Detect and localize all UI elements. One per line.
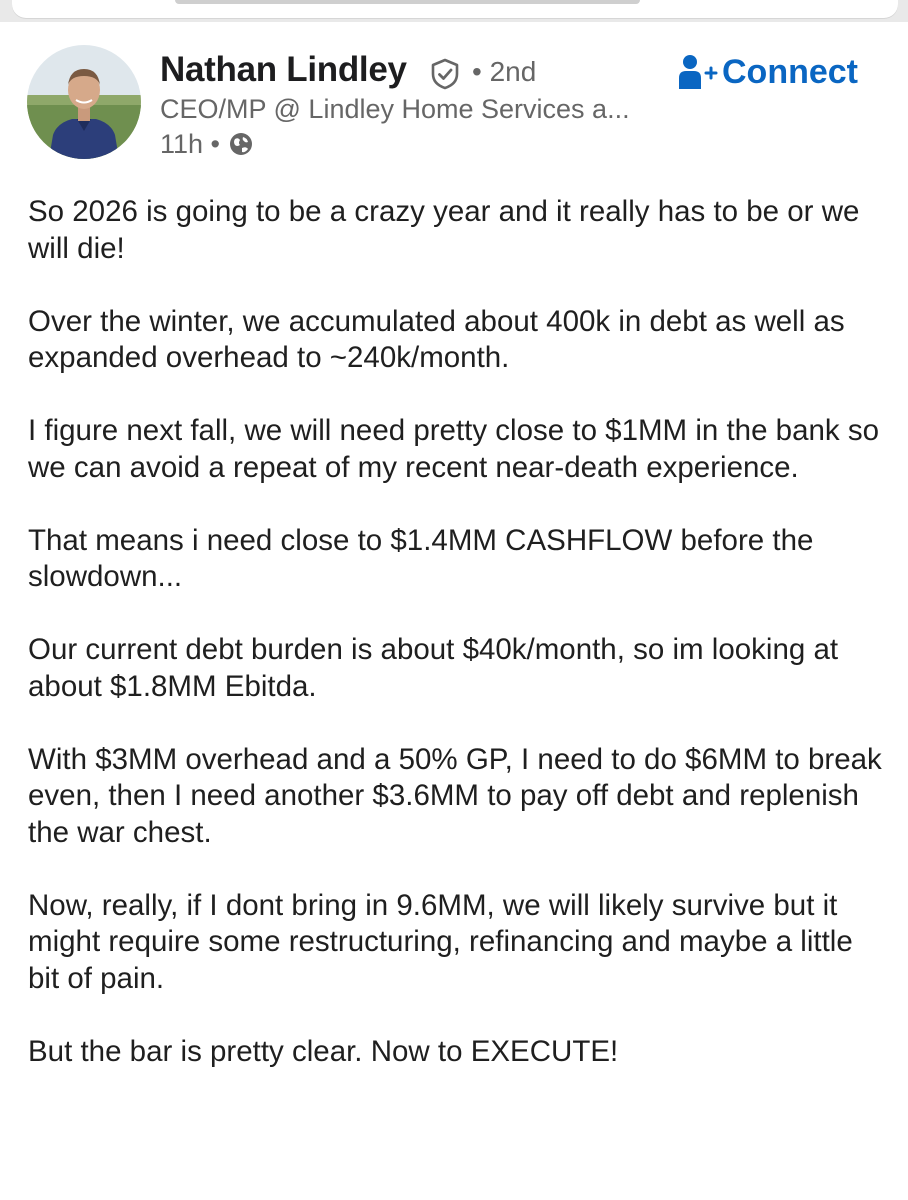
connect-button[interactable]: [676, 50, 858, 94]
author-avatar[interactable]: [27, 45, 141, 159]
globe-icon: [228, 131, 254, 157]
person-photo-icon: [27, 45, 141, 159]
author-name[interactable]: Nathan Lindley: [160, 50, 407, 89]
post-time: 11h •: [160, 128, 220, 159]
top-handle: [175, 0, 640, 4]
connect-label: Connect: [722, 52, 858, 91]
post-paragraph: So 2026 is going to be a crazy year and it really has to be or we will die!: [28, 195, 860, 265]
window-top-frame: [0, 0, 908, 22]
post-paragraph: Now, really, if I dont bring in 9.6MM, we will likely survive but it might require some restructuring, refinancing and maybe a little bit of pain.: [28, 888, 853, 995]
post-paragraph: Our current debt burden is about $40k/month, so im looking at about $1.8MM Ebitda.: [28, 633, 839, 703]
post-body: [28, 194, 890, 1107]
post-paragraph: That means i need close to $1.4MM CASHFLOW before the slowdown...: [28, 523, 814, 593]
verified-shield-icon: [428, 57, 462, 91]
author-headline: CEO/MP @ Lindley Home Services a...: [160, 94, 630, 124]
post-paragraph: Over the winter, we accumulated about 400k in debt as well as expanded overhead to ~240k/month.: [28, 304, 845, 374]
post-meta: [160, 128, 254, 160]
post-paragraph: With $3MM overhead and a 50% GP, I need to do $6MM to break even, then I need another $3.6MM to pay off debt and replenish the war chest.: [28, 742, 882, 849]
connection-degree: • 2nd: [472, 56, 537, 87]
post-paragraph: I figure next fall, we will need pretty close to $1MM in the bank so we can avoid a repeat of my recent near-death experience.: [28, 414, 880, 484]
add-person-icon: [676, 51, 718, 93]
post-paragraph: But the bar is pretty clear. Now to EXECUTE!: [28, 1034, 619, 1068]
